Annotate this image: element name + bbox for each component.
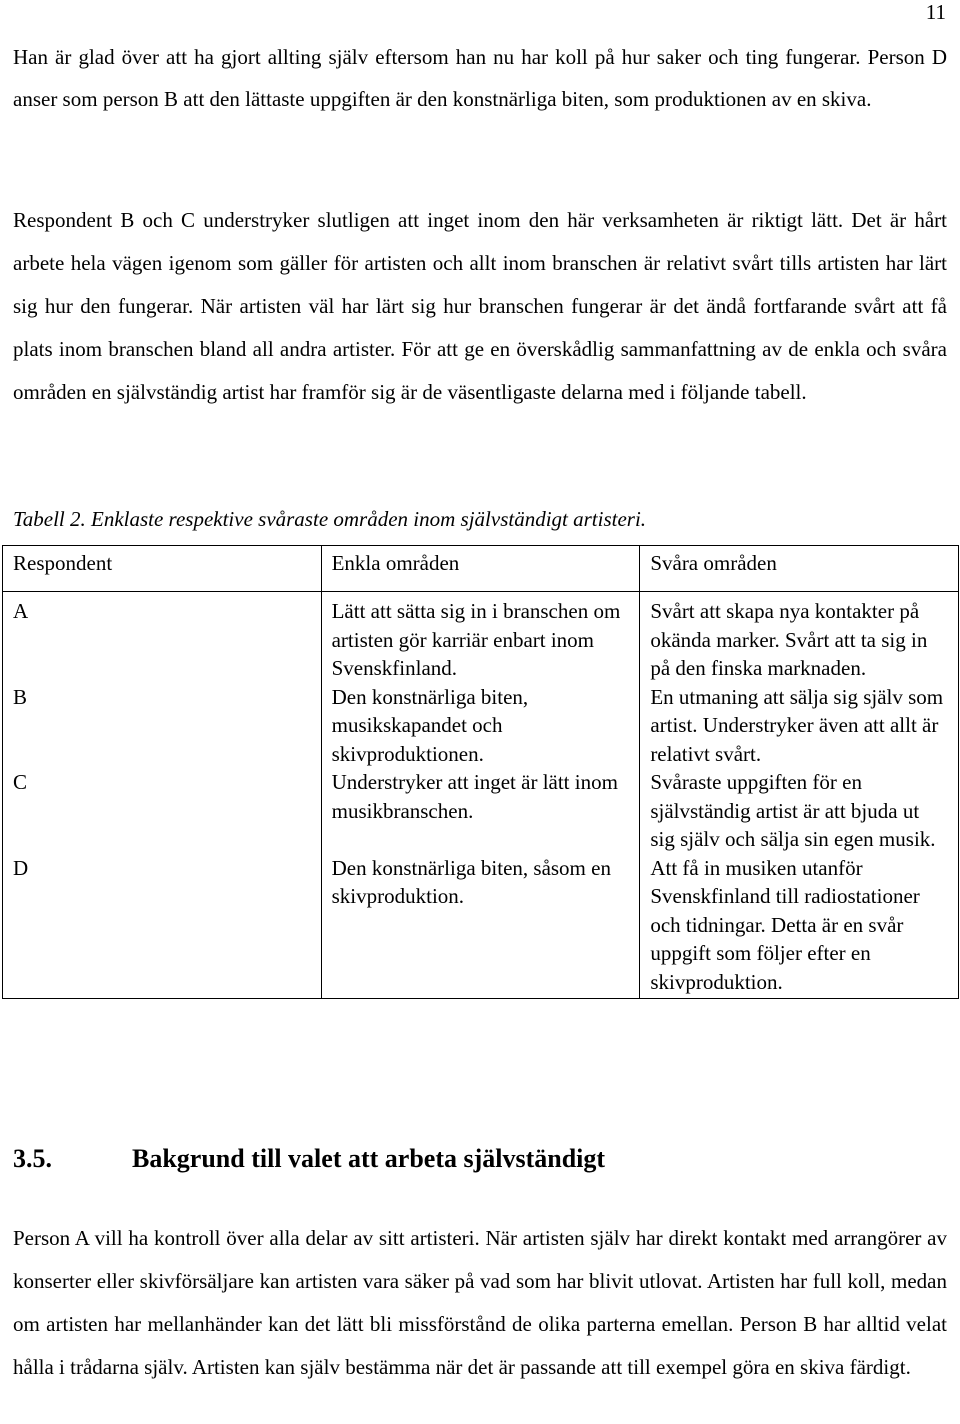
- respondent-cell: A: [3, 592, 322, 683]
- easy-area-cell: Understryker att inget är lätt inom musikbranschen.: [321, 768, 640, 854]
- table-caption: Tabell 2. Enklaste respektive svåraste områden inom självständigt artisteri.: [13, 507, 647, 531]
- hard-area-cell: Att få in musiken utanför Svenskfinland till radiostationer och tidningar. Detta är en svår uppgift som följer efter en skivproduktion.: [640, 854, 959, 999]
- respondent-cell: B: [3, 683, 322, 769]
- section-heading: [13, 1141, 605, 1177]
- respondent-cell: C: [3, 768, 322, 854]
- easy-area-cell: Den konstnärliga biten, musikskapandet och skivproduktionen.: [321, 683, 640, 769]
- hard-area-cell: Svårt att skapa nya kontakter på okända marker. Svårt att ta sig in på den finska marknaden.: [640, 592, 959, 683]
- body-paragraph-3: Person A vill ha kontroll över alla delar av sitt artisteri. När artisten själv har direkt kontakt med arrangörer av konserter eller skivförsäljare kan artisten vara säker på vad som har blivit utlovat. Artisten har full koll, medan om artisten har mellanhänder kan det lätt bli missförstånd de olika parterna emellan. Person B har alltid velat hålla i trådarna själv. Artisten kan själv bestämma när det är passande att till exempel göra en skiva färdigt.: [13, 1226, 947, 1379]
- easy-area-cell: Lätt att sätta sig in i branschen om artisten gör karriär enbart inom Svenskfinland.: [321, 592, 640, 683]
- table-header-row: [3, 546, 959, 592]
- table-row: [3, 592, 959, 683]
- page-number: 11: [925, 0, 946, 24]
- header-easy-areas: Enkla områden: [321, 546, 640, 592]
- section-title: Bakgrund till valet att arbeta självständigt: [132, 1144, 606, 1173]
- body-paragraph-2: Respondent B och C understryker slutligen att inget inom den här verksamheten är riktigt lätt. Det är hårt arbete hela vägen igenom som gäller för artisten och allt inom branschen är relativt svårt tills artisten har lärt sig hur den fungerar. När artisten väl har lärt sig hur branschen fungerar är det ändå fortfarande svårt att få plats inom branschen bland all andra artister. För att ge en överskådlig sammanfattning av de enkla och svåra områden en självständig artist har framför sig är de väsentligaste delarna med i följande tabell.: [13, 208, 947, 404]
- table-row: [3, 768, 959, 854]
- table-row: [3, 683, 959, 769]
- body-paragraph-1: Han är glad över att ha gjort allting själv eftersom han nu har koll på hur saker och ting fungerar. Person D anser som person B att den lättaste uppgiften är den konstnärliga biten, som produktionen av en skiva.: [13, 45, 947, 111]
- header-hard-areas: Svåra områden: [640, 546, 959, 592]
- section-number: 3.5.: [13, 1144, 52, 1173]
- hard-area-cell: Svåraste uppgiften för en självständig artist är att bjuda ut sig själv och sälja sin egen musik.: [640, 768, 959, 854]
- table-row: [3, 854, 959, 999]
- respondent-cell: D: [3, 854, 322, 999]
- hard-area-cell: En utmaning att sälja sig själv som artist. Understryker även att allt är relativt svårt.: [640, 683, 959, 769]
- easy-area-cell: Den konstnärliga biten, såsom en skivproduktion.: [321, 854, 640, 999]
- summary-table: [2, 545, 959, 999]
- header-respondent: Respondent: [3, 546, 322, 592]
